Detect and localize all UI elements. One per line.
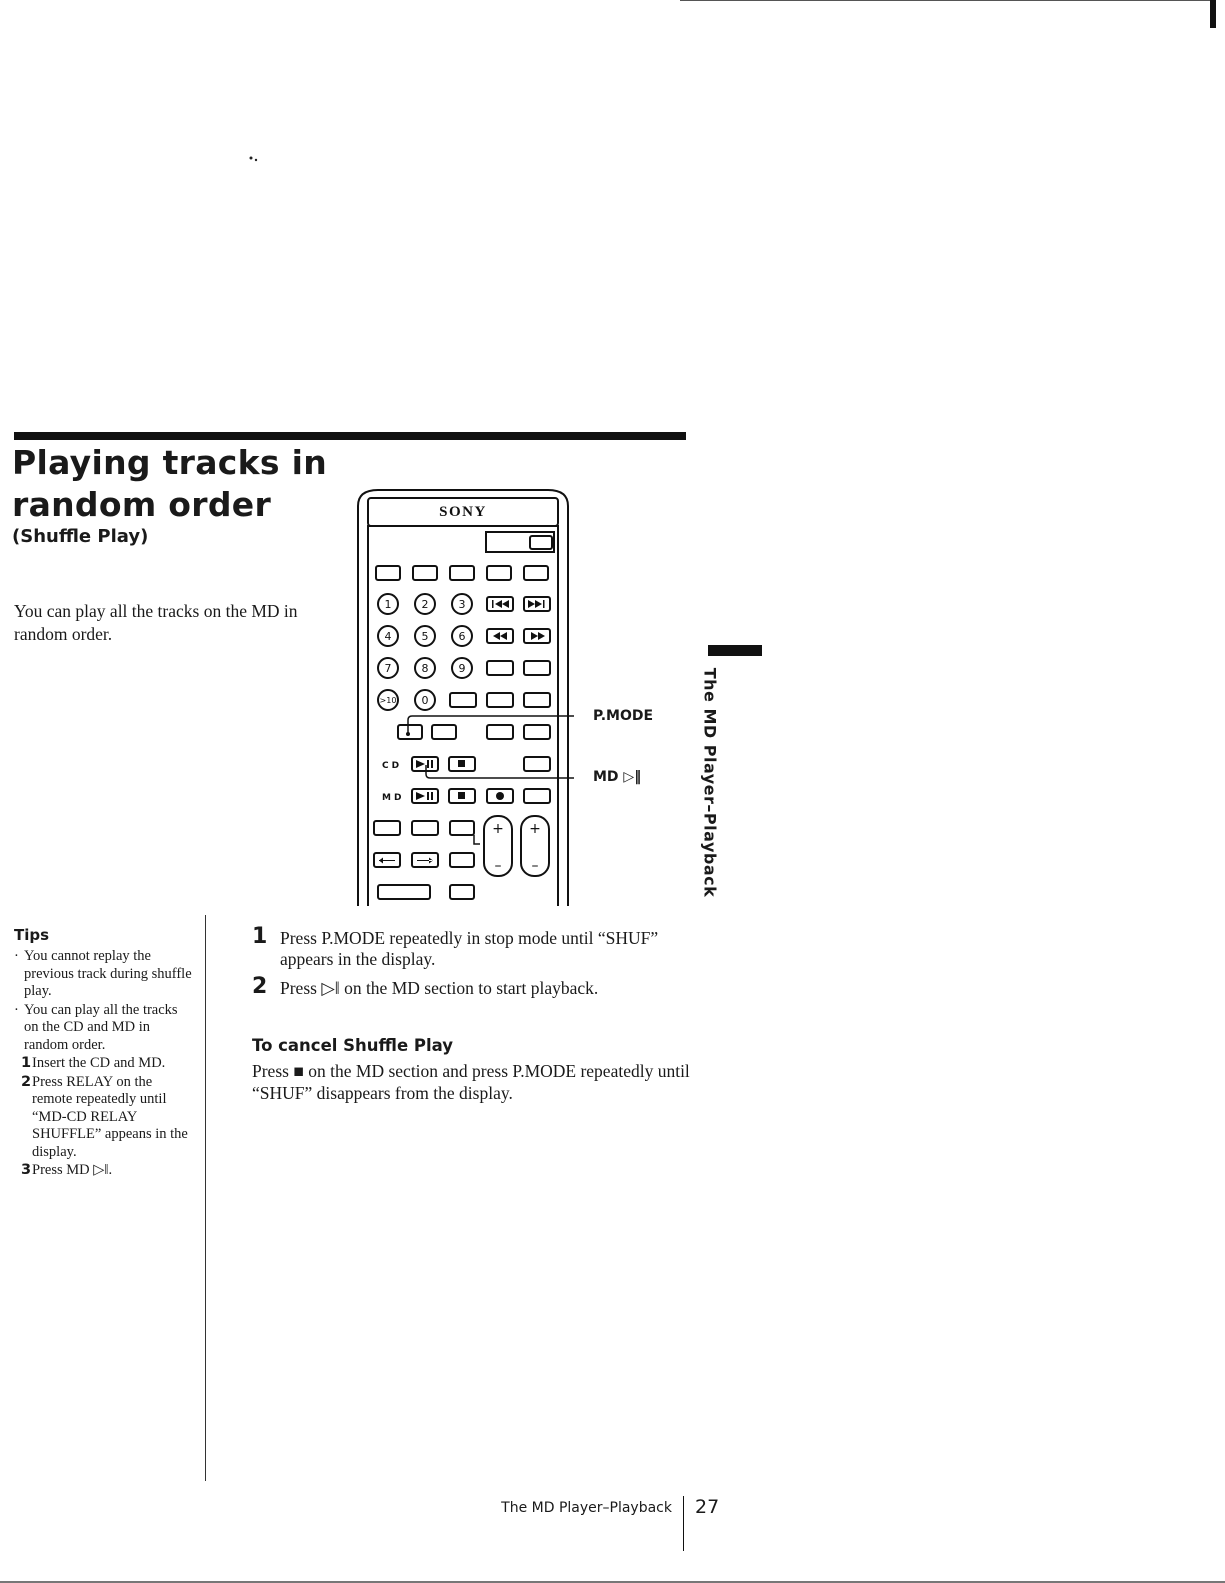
next-track-icon xyxy=(528,600,545,608)
scan-edge-mark xyxy=(1210,0,1216,28)
md-play-pause-icon xyxy=(416,792,433,800)
remote-button xyxy=(487,693,513,707)
step-1 xyxy=(252,924,672,970)
tip-step-number: 3 xyxy=(21,1162,32,1178)
step-number: 2 xyxy=(252,974,268,999)
digit-label: 8 xyxy=(421,662,429,675)
level-plus-label: + xyxy=(529,821,541,837)
remote-button-wide xyxy=(378,885,430,899)
step-number: 1 xyxy=(252,924,268,949)
bracket-line xyxy=(474,835,480,844)
tip-step xyxy=(14,1162,194,1180)
rewind-icon xyxy=(493,632,507,640)
title-line-2: random order xyxy=(12,485,272,524)
digit-label: 3 xyxy=(458,598,466,611)
record-icon xyxy=(496,792,504,800)
tip-step-text: Press MD ▷‖. xyxy=(32,1162,113,1178)
remote-button xyxy=(524,789,550,803)
remote-control-illustration xyxy=(352,484,574,906)
footer-section-name: The MD Player–Playback xyxy=(501,1500,672,1516)
arrow-right-icon xyxy=(417,858,433,864)
remote-button xyxy=(524,693,550,707)
fast-forward-icon xyxy=(531,632,545,640)
cd-stop-icon xyxy=(458,760,465,767)
remote-button xyxy=(487,661,513,675)
step-text: Press ▷‖ on the MD section to start playback. xyxy=(280,978,599,998)
pmode-callout-dot xyxy=(406,732,410,736)
footer-divider xyxy=(683,1496,684,1551)
remote-button xyxy=(450,693,476,707)
volume-minus-label: – xyxy=(494,858,502,874)
remote-button xyxy=(524,757,550,771)
tip-item: · You can play all the tracks on the CD and MD in random order. xyxy=(14,1001,178,1053)
remote-button xyxy=(450,821,474,835)
digit-label: 7 xyxy=(384,662,392,675)
remote-button xyxy=(450,885,474,899)
digit-label: 0 xyxy=(421,694,429,707)
tips-list xyxy=(14,948,194,1180)
tip-item: · You cannot replay the previous track during shuffle play. xyxy=(14,948,192,999)
step-text: Press P.MODE repeatedly in stop mode until “SHUF” appears in the display. xyxy=(280,928,659,969)
cancel-heading: To cancel Shuffle Play xyxy=(252,1036,454,1055)
remote-button xyxy=(487,725,513,739)
tips-heading: Tips xyxy=(14,926,50,944)
tip-step-text: Press RELAY on the remote repeatedly until “MD-CD RELAY SHUFFLE” appeans in the display. xyxy=(32,1073,188,1160)
remote-button xyxy=(524,725,550,739)
scan-edge-line xyxy=(680,0,1210,1)
display-button xyxy=(530,536,552,549)
pmode-button xyxy=(398,725,422,739)
remote-button xyxy=(487,566,511,580)
digit-label: 9 xyxy=(458,662,466,675)
md-play-callout-label: MD ▷‖ xyxy=(593,769,642,785)
tip-text: You can play all the tracks on the CD and MD in random order. xyxy=(24,1001,178,1053)
tip-step-text: Insert the CD and MD. xyxy=(32,1055,166,1071)
level-minus-label: – xyxy=(531,858,539,874)
remote-button xyxy=(450,853,474,867)
tip-step xyxy=(14,1074,194,1162)
md-row-label: MD xyxy=(382,793,405,803)
tip-step xyxy=(14,1055,194,1073)
remote-button xyxy=(450,566,474,580)
intro-paragraph: You can play all the tracks on the MD in random order. xyxy=(14,601,298,644)
title-line-1: Playing tracks in xyxy=(12,443,328,482)
cd-play-pause-icon xyxy=(416,760,433,768)
remote-button xyxy=(413,566,437,580)
tip-step-number: 2 xyxy=(21,1073,32,1090)
digit-label: 4 xyxy=(384,630,392,643)
side-tab-label: The MD Player–Playback xyxy=(700,667,720,898)
tip-step-number: 1 xyxy=(21,1055,32,1071)
digit-label: >10 xyxy=(379,696,397,705)
scan-speck xyxy=(249,156,259,162)
remote-button xyxy=(376,566,400,580)
section-rule xyxy=(14,432,686,440)
md-stop-icon xyxy=(458,792,465,799)
remote-button xyxy=(374,821,400,835)
page-number: 27 xyxy=(695,1496,720,1518)
page-title xyxy=(12,442,327,526)
pmode-callout-label: P.MODE xyxy=(593,708,654,724)
tips-divider xyxy=(205,915,206,1481)
remote-button xyxy=(524,661,550,675)
prev-track-icon xyxy=(492,600,509,608)
remote-button xyxy=(412,821,438,835)
volume-plus-label: + xyxy=(492,821,504,837)
digit-label: 1 xyxy=(384,598,392,611)
remote-button xyxy=(524,566,548,580)
remote-button xyxy=(432,725,456,739)
arrow-left-icon xyxy=(379,858,395,864)
cd-row-label: CD xyxy=(382,761,403,771)
remote-brand-logo: SONY xyxy=(439,504,487,520)
digit-label: 6 xyxy=(458,630,466,643)
tip-text: You cannot replay the previous track during shuffle play. xyxy=(24,948,192,999)
page-subtitle: (Shuffle Play) xyxy=(12,526,149,547)
step-2 xyxy=(252,974,672,999)
digit-label: 5 xyxy=(421,630,429,643)
digit-label: 2 xyxy=(421,598,429,611)
cancel-body: Press ■ on the MD section and press P.MODE repeatedly until “SHUF” disappears from the display. xyxy=(252,1061,690,1103)
